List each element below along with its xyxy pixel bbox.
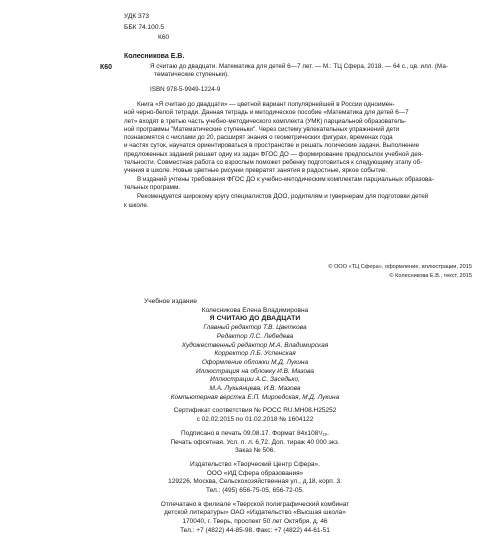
certificate-line: с 02.02.2015 по 01.02.2018 № 1604122	[196, 416, 314, 424]
annotation-line: ной черно-белой тетради. Данная тетрадь и методическое пособие «Математика для детей 6—7	[124, 109, 409, 117]
annotation-line: учения в школе. Новые цветные рисунки превратят занятия в радостные, яркое событие.	[124, 167, 388, 175]
annotation-line: тельных программ.	[124, 183, 181, 191]
classification-codes	[124, 12, 169, 44]
author-sign-margin: К60	[100, 64, 113, 71]
edition-type: Учебное издание	[144, 298, 197, 305]
printer-line: Отпечатано в филиале «Тверской полиграфический комбинат	[160, 500, 350, 508]
annotation-line: предложенных заданий решает одну из задач ФГОС ДО — формирование предпосылок учебной дея-	[124, 150, 424, 158]
certificate-line: Сертификат соответствия № РОСС RU.МН08.Н25252	[173, 407, 337, 415]
annotation-line: познакомятся с числами до 20, расширят знания о геометрических фигурах, временах года	[124, 134, 393, 142]
printer-line: детской литературы» ОАО «Издательство «Высшая школа»	[164, 509, 346, 517]
recommendation-line: к школе.	[124, 201, 149, 209]
printer-line: Тел.: +7 (4822) 44-85-98. Факс: +7 (4822) 44-61-51	[180, 526, 330, 534]
staff-line: Главный редактор Т.В. Цветкова	[203, 324, 307, 332]
staff-line: Иллюстрации А.С. Заседько,	[210, 376, 300, 384]
book-title: Я СЧИТАЮ ДО ДВАДЦАТИ	[209, 315, 301, 323]
bibliographic-description	[150, 63, 470, 80]
print-info-line: Подписано в печать 09.08.17. Формат 84x108¹/₁₆.	[181, 429, 329, 437]
print-info-line: Печать офсетная. Усл. п. л. 6,72. Доп. тираж 40 000 экз.	[170, 438, 340, 446]
staff-line: Иллюстрация на обложку И.В. Мазова	[196, 367, 314, 375]
staff-line: Оформление обложки М.Д. Лукина	[201, 358, 309, 366]
annotation-line: Книга «Я считаю до двадцати» — цветной вариант популярнейшей в России одноимен-	[137, 101, 395, 108]
annotation-line: В изданий учтены требования ФГОС ДО к учебно-методическим комплектам парциальных образова-	[137, 175, 434, 183]
isbn: ISBN 978-5-9949-1224-9	[150, 86, 221, 93]
annotation-line: лет» входят в третью часть учебно-методического комплекта (УМК) парциальной образователь-	[124, 117, 407, 125]
copyright-line: © Колесникова Е.В., текст, 2015	[389, 272, 472, 279]
annotation-line: и частях суток, научатся ориентироваться в пространстве и решать логические задачи. Выполнение	[124, 142, 420, 150]
udk-code: УДК 373	[124, 13, 150, 20]
annotation	[124, 101, 470, 210]
author-heading: Колесникова Е.В.	[124, 53, 185, 60]
staff-line: Корректор Л.Б. Успенская	[214, 350, 296, 358]
staff-line: Редактор Л.С. Лебедева	[216, 332, 294, 340]
author-full-name: Колесникова Елена Владимировна	[201, 306, 309, 314]
printer-line: 170040, г. Тверь, проспект 50 лет Октября, д. 46	[182, 518, 328, 526]
copyright-block	[328, 263, 472, 280]
staff-line: Художественный редактор М.А. Владимирская	[181, 341, 329, 349]
publisher-line: Издательство «Творческий Центр Сфера».	[190, 460, 320, 468]
annotation-line: ной программы "Математические ступеньки". Через систему увлекательных упражнений дети	[124, 125, 400, 133]
staff-line: М.А. Лукьянцева, И.В. Мазова	[209, 385, 301, 393]
annotation-line: тельности. Совместная работа со взрослым поможет ребенку подготовиться к следующему этапу об-	[124, 159, 423, 167]
publisher-line: ООО «ИД Сфера образования»	[206, 469, 304, 477]
biblio-line: тематические ступеньки).	[154, 71, 229, 79]
biblio-line: Я считаю до двадцати. Математика для детей 6—7 лет. — М.: ТЦ Сфера, 2018. — 64 с., цв. илл. (Ма-	[150, 63, 448, 70]
staff-line: Компьютерная верстка Е.П. Мироедская, М.Д. Лукина	[170, 393, 340, 401]
publisher-line: 129226, Москва, Сельскохозяйственная ул., д.18, корп. 3.	[168, 478, 342, 486]
bbk-code: ББК 74.100.5	[124, 23, 164, 31]
print-info-line: Заказ № 506.	[234, 447, 276, 455]
publisher-line: Тел.: (495) 656-75-05, 656-72-05.	[206, 487, 304, 495]
copyright-line: © ООО «ТЦ Сфера», оформление, иллюстрации, 2015	[328, 264, 472, 270]
author-sign-code: К60	[158, 34, 170, 41]
recommendation-line: Рекомендуется широкому кругу специалистов ДОО, родителям и гувернерам для подготовки детей	[137, 193, 429, 201]
